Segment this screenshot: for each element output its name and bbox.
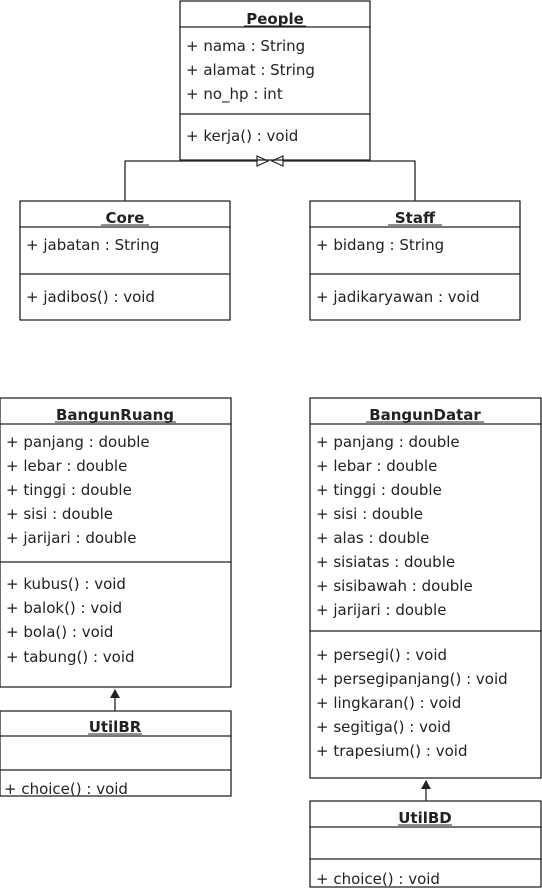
- class-name-staff: Staff: [394, 209, 436, 227]
- class-name-core: Core: [105, 209, 145, 227]
- class-staff[interactable]: [310, 201, 520, 320]
- method-trapesium: + trapesium() : void: [316, 742, 468, 760]
- method-jadibos: + jadibos() : void: [26, 288, 155, 306]
- method-choice-bd: + choice() : void: [316, 870, 440, 888]
- attribute-jabatan: + jabatan : String: [26, 236, 160, 254]
- attribute-nama: + nama : String: [186, 37, 306, 55]
- method-kubus: + kubus() : void: [6, 575, 126, 593]
- class-people[interactable]: [180, 1, 370, 160]
- class-core[interactable]: [20, 201, 230, 320]
- class-name-bangunruang: BangunRuang: [55, 406, 175, 424]
- method-persegi: + persegi() : void: [316, 646, 448, 664]
- attribute-jarijari: + jarijari : double: [6, 529, 137, 547]
- method-choice-br: + choice() : void: [4, 780, 128, 798]
- class-bangundatar[interactable]: [310, 398, 541, 778]
- edge-core-to-people: [125, 161, 268, 200]
- class-bangunruang[interactable]: [0, 398, 231, 687]
- method-kerja: + kerja() : void: [186, 127, 299, 145]
- attribute-panjang: + panjang : double: [6, 433, 150, 451]
- class-name-utilbr: UtilBR: [88, 718, 142, 736]
- method-jadikaryawan: + jadikaryawan : void: [316, 288, 480, 306]
- method-lingkaran: + lingkaran() : void: [316, 694, 462, 712]
- attribute-tinggi: + tinggi : double: [6, 481, 132, 499]
- method-balok: + balok() : void: [6, 599, 123, 617]
- inheritance-edges: [125, 161, 415, 200]
- class-utilbr[interactable]: [0, 711, 231, 798]
- class-name-people: People: [246, 10, 304, 28]
- edge-staff-to-people: [272, 161, 415, 200]
- attribute-sisi: + sisi : double: [6, 505, 114, 523]
- method-tabung: + tabung() : void: [6, 648, 135, 666]
- method-segitiga: + segitiga() : void: [316, 718, 451, 736]
- attribute-alas: + alas : double: [316, 529, 430, 547]
- class-name-bangundatar: BangunDatar: [369, 406, 481, 424]
- attribute-lebar: + lebar : double: [316, 457, 438, 475]
- attribute-panjang: + panjang : double: [316, 433, 460, 451]
- attribute-tinggi: + tinggi : double: [316, 481, 442, 499]
- class-utilbd[interactable]: [310, 801, 541, 888]
- attribute-lebar: + lebar : double: [6, 457, 128, 475]
- method-persegipanjang: + persegipanjang() : void: [316, 670, 508, 688]
- method-bola: + bola() : void: [6, 623, 114, 641]
- attribute-bidang: + bidang : String: [316, 236, 445, 254]
- class-name-utilbd: UtilBD: [398, 809, 452, 827]
- attribute-sisiatas: + sisiatas : double: [316, 553, 456, 571]
- attribute-sisibawah: + sisibawah : double: [316, 577, 473, 595]
- attribute-alamat: + alamat : String: [186, 61, 315, 79]
- attribute-sisi: + sisi : double: [316, 505, 424, 523]
- attribute-jarijari: + jarijari : double: [316, 601, 447, 619]
- attribute-no-hp: + no_hp : int: [186, 85, 283, 103]
